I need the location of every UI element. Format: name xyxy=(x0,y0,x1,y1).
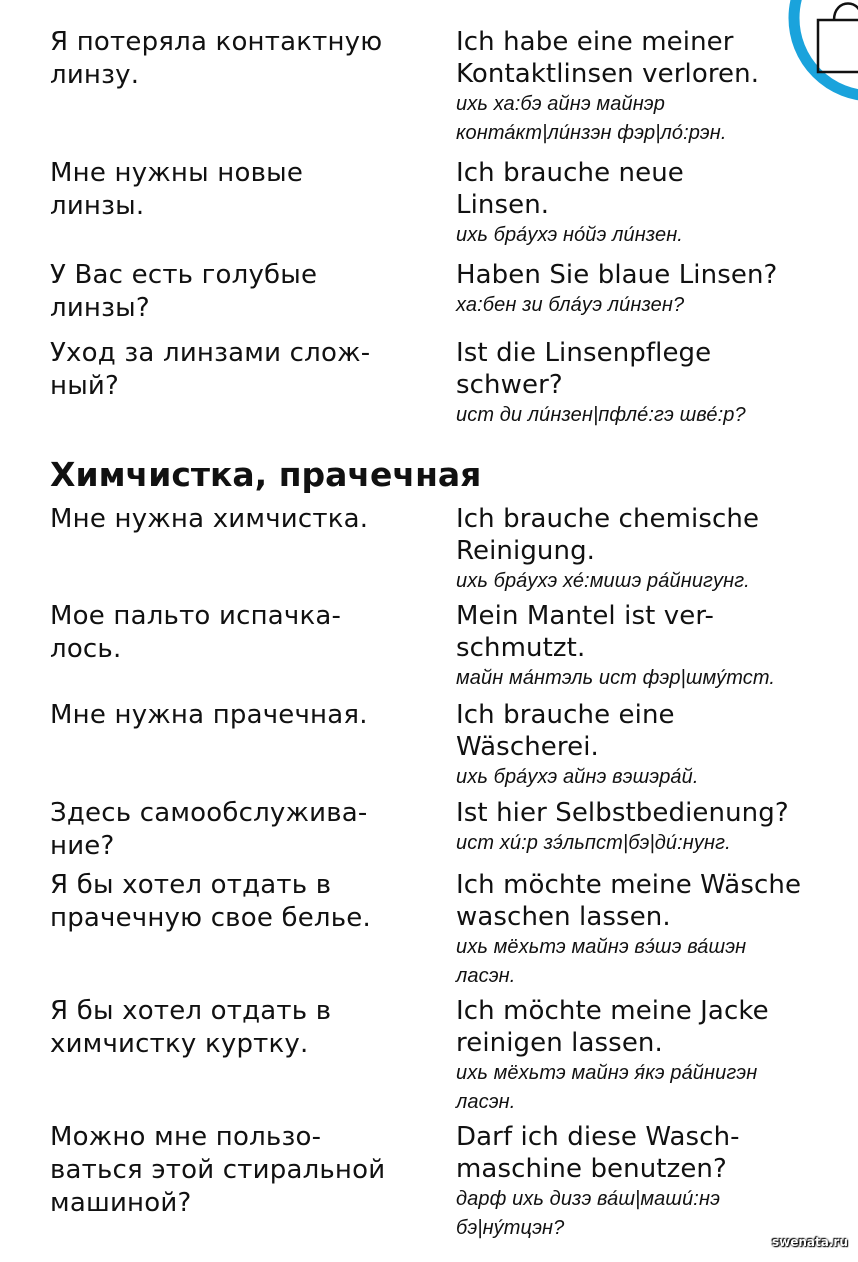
russian-phrase: У Вас есть голубые линзы? xyxy=(50,260,318,323)
russian-phrase: Здесь самообслужива- ние? xyxy=(50,798,368,861)
transcription: ист ди ли́нзен|пфле́:гэ шве́:р? xyxy=(456,404,746,426)
transcription: ихь бра́ухэ айнэ вэшэра́й. xyxy=(456,766,699,788)
german-phrase: Ich möchte meine Wäsche waschen lassen. ихь мёхьтэ майнэ вэ́шэ ва́шэн ласэн. xyxy=(456,869,856,991)
transcription: ха:бен зи бла́уэ ли́нзен? xyxy=(456,294,685,316)
german-phrase: Haben Sie blaue Linsen? ха:бен зи бла́уэ ли́нзен? xyxy=(456,259,856,320)
russian-phrase: Мне нужны новые линзы. xyxy=(50,158,304,221)
transcription: дарф ихь дизэ ва́ш|маши́:нэ бэ|ну́тцэн? xyxy=(456,1188,721,1239)
german-phrase: Ich brauche eine Wäscherei. ихь бра́ухэ айнэ вэшэра́й. xyxy=(456,699,856,792)
transcription: ист хи́:р зэ́льпст|бэ|ди́:нунг. xyxy=(456,832,731,854)
german-phrase: Ich brauche chemische Reinigung. ихь бра́ухэ хе́:мишэ ра́йнигунг. xyxy=(456,503,856,596)
transcription: майн ма́нтэль ист фэр|шму́тст. xyxy=(456,667,776,689)
german-phrase: Ich möchte meine Jacke reinigen lassen. ихь мёхьтэ майнэ я́кэ ра́йнигэн ласэн. xyxy=(456,995,856,1117)
german-phrase: Ich habe eine meiner Kontaktlinsen verloren. ихь ха:бэ айнэ майнэр конта́кт|ли́нзэн фэр|ло́:рэн. xyxy=(456,26,856,148)
section-heading: Химчистка, прачечная xyxy=(50,455,482,494)
russian-phrase: Я бы хотел отдать в прачечную свое белье. xyxy=(50,870,371,933)
german-phrase: Mein Mantel ist ver- schmutzt. майн ма́нтэль ист фэр|шму́тст. xyxy=(456,600,856,693)
german-phrase: Ist hier Selbstbedienung? ист хи́:р зэ́льпст|бэ|ди́:нунг. xyxy=(456,797,856,858)
russian-phrase: Можно мне пользо- ваться этой стиральной машиной? xyxy=(50,1122,386,1218)
russian-phrase: Мне нужна прачечная. xyxy=(50,700,368,730)
german-phrase: Ist die Linsenpflege schwer? ист ди ли́нзен|пфле́:гэ шве́:р? xyxy=(456,337,856,430)
german-phrase: Darf ich diese Wasch- maschine benutzen? дарф ихь дизэ ва́ш|маши́:нэ бэ|ну́тцэн? xyxy=(456,1121,856,1243)
watermark: swenata.ru xyxy=(772,1235,848,1249)
russian-phrase: Я бы хотел отдать в химчистку куртку. xyxy=(50,996,332,1059)
russian-phrase: Я потеряла контактную линзу. xyxy=(50,27,383,90)
russian-phrase: Уход за линзами слож- ный? xyxy=(50,338,371,401)
german-phrase: Ich brauche neue Linsen. ихь бра́ухэ но́йэ ли́нзен. xyxy=(456,157,856,250)
transcription: ихь мёхьтэ майнэ вэ́шэ ва́шэн ласэн. xyxy=(456,936,747,987)
transcription: ихь бра́ухэ хе́:мишэ ра́йнигунг. xyxy=(456,570,750,592)
transcription: ихь ха:бэ айнэ майнэр конта́кт|ли́нзэн фэр|ло́:рэн. xyxy=(456,93,727,144)
transcription: ихь бра́ухэ но́йэ ли́нзен. xyxy=(456,224,683,246)
transcription: ихь мёхьтэ майнэ я́кэ ра́йнигэн ласэн. xyxy=(456,1062,758,1113)
russian-phrase: Мне нужна химчистка. xyxy=(50,504,369,534)
russian-phrase: Мое пальто испачка- лось. xyxy=(50,601,342,664)
